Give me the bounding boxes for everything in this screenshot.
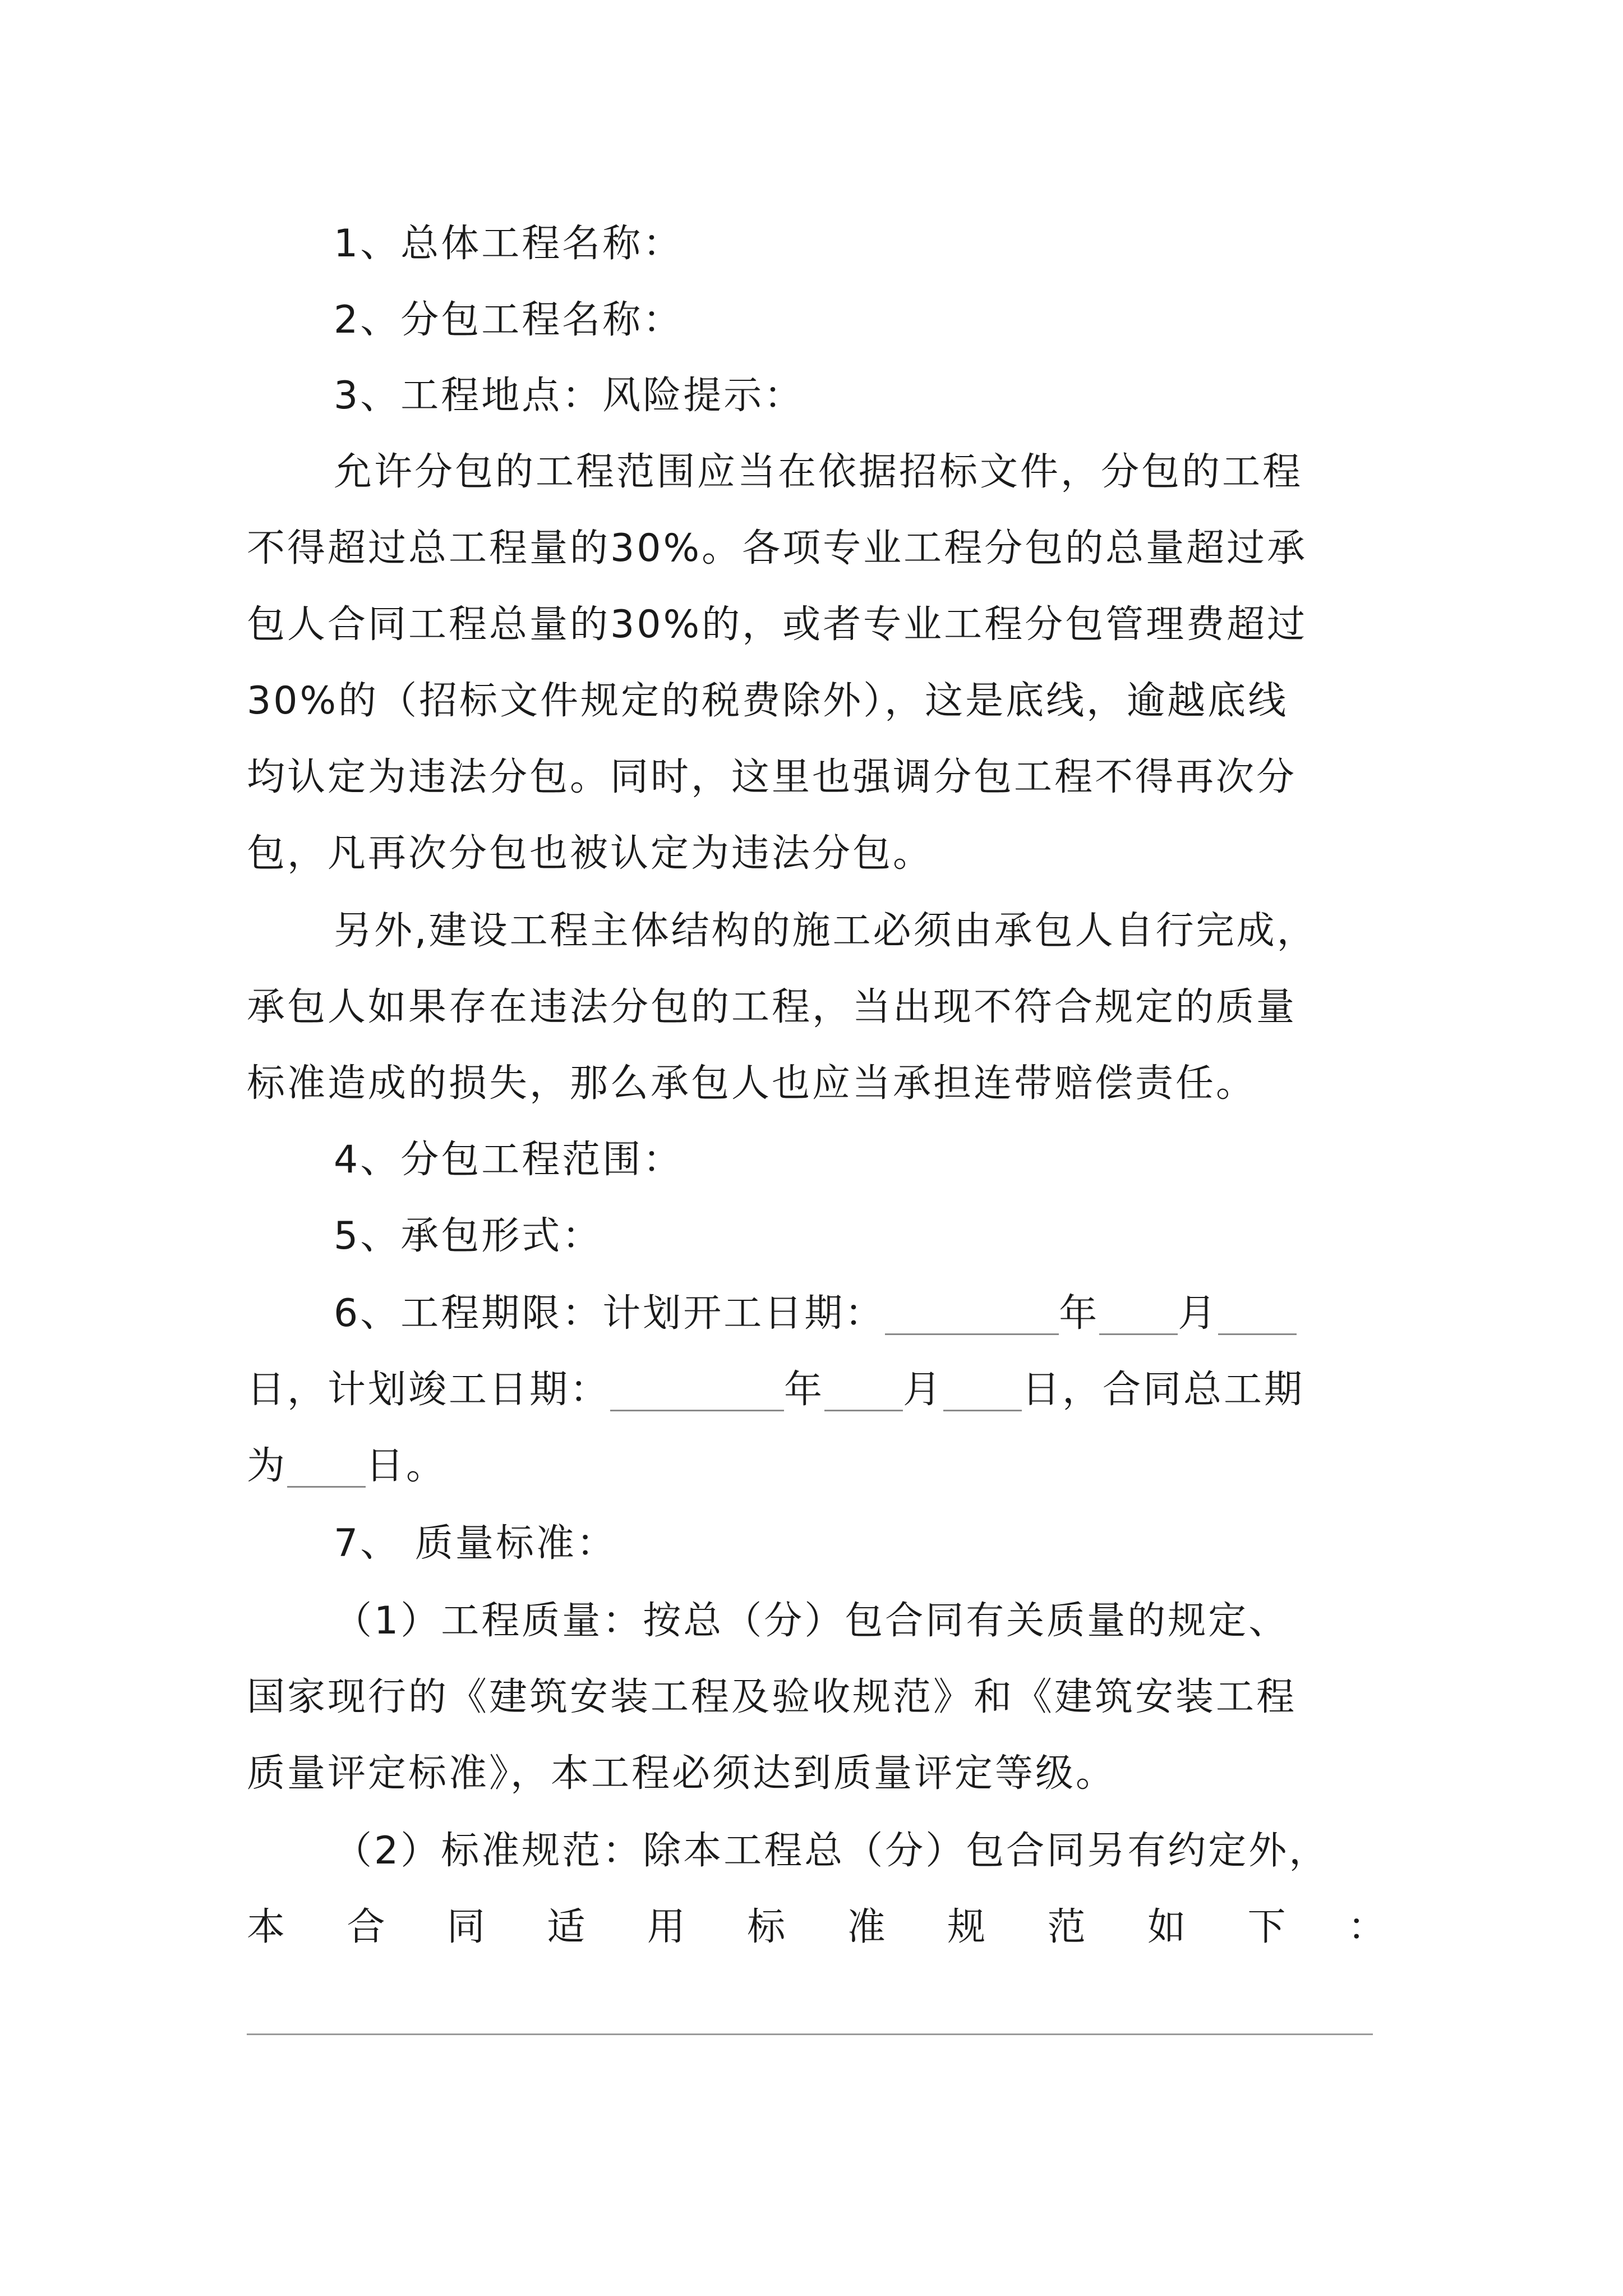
paragraph-line: 国家现行的《建筑安装工程及验收规范》和《建筑安装工程 [247,1675,1297,1719]
start-day-blank[interactable] [1218,1292,1297,1335]
paragraph-line: 不得超过总工程量的30%。各项专业工程分包的总量超过承 [247,526,1308,570]
item-7-quality-standard: 7、 质量标准： [334,1521,617,1566]
completion-label: 日，计划竣工日期： [247,1368,611,1412]
item-6-completion-line [247,1356,1388,1424]
paragraph-line: 允许分包的工程范围应当在依据招标文件，分包的工程 [334,450,1303,494]
char: 范 [1047,1905,1088,1949]
year-label: 年 [784,1368,825,1412]
paragraph-line: 包人合同工程总量的30%的，或者专业工程分包管理费超过 [247,602,1308,647]
paragraph-line: （1）工程质量：按总（分）包合同有关质量的规定、 [334,1599,1289,1643]
char: 如 [1147,1905,1188,1949]
item-3-project-location: 3、工程地点：风险提示： [334,374,805,418]
item-4-subcontract-scope: 4、分包工程范围： [334,1138,684,1182]
start-month-blank[interactable] [1099,1292,1178,1335]
paragraph-line: 标准造成的损失，那么承包人也应当承担连带赔偿责任。 [247,1061,1257,1106]
total-days-blank[interactable] [287,1444,366,1488]
paragraph-line: 包，凡再次分包也被认定为违法分包。 [247,831,934,876]
month-label: 月 [1178,1291,1219,1336]
quality-paragraph-2-justified-line [247,1894,1388,1961]
end-year-blank[interactable] [610,1368,784,1411]
char: 用 [647,1905,688,1949]
end-day-blank[interactable] [943,1368,1022,1411]
period-label: 6、工程期限：计划开工日期： [334,1291,886,1336]
char: 标 [747,1905,788,1949]
paragraph-line: 质量评定标准》，本工程必须达到质量评定等级。 [247,1751,1117,1796]
item-6-total-period-line [247,1433,1388,1500]
year-label: 年 [1059,1291,1100,1336]
month-label: 月 [903,1368,944,1412]
total-prefix: 为 [247,1444,288,1488]
char: 适 [547,1905,588,1949]
char: ： [1347,1905,1388,1949]
item-6-project-period [247,1280,1475,1347]
paragraph-line: 30%的（招标文件规定的税费除外），这是底线，逾越底线 [247,679,1289,723]
char: 同 [446,1905,487,1949]
total-suffix: 日。 [366,1444,447,1488]
char: 准 [847,1905,888,1949]
document-page [247,0,1388,2296]
end-month-blank[interactable] [824,1368,903,1411]
standards-fill-in-line[interactable] [247,2033,1373,2035]
paragraph-line: 承包人如果存在违法分包的工程，当出现不符合规定的质量 [247,985,1297,1029]
char: 规 [947,1905,988,1949]
char: 合 [347,1905,388,1949]
quality-paragraph-2: （2）标准规范：除本工程总（分）包合同另有约定外， [334,1829,1330,1873]
paragraph-line: 另外,建设工程主体结构的施工必须由承包人自行完成， [334,909,1317,953]
item-2-subcontract-project-name: 2、分包工程名称： [334,298,684,342]
paragraph-line: 均认定为违法分包。同时，这里也强调分包工程不得再次分 [247,755,1297,799]
item-1-overall-project-name: 1、总体工程名称： [334,222,684,266]
item-5-contract-form: 5、承包形式： [334,1214,603,1258]
char: 本 [247,1905,288,1949]
char: 下 [1247,1905,1288,1949]
total-period-label: 日，合同总工期 [1022,1368,1305,1412]
start-year-blank[interactable] [885,1292,1059,1335]
